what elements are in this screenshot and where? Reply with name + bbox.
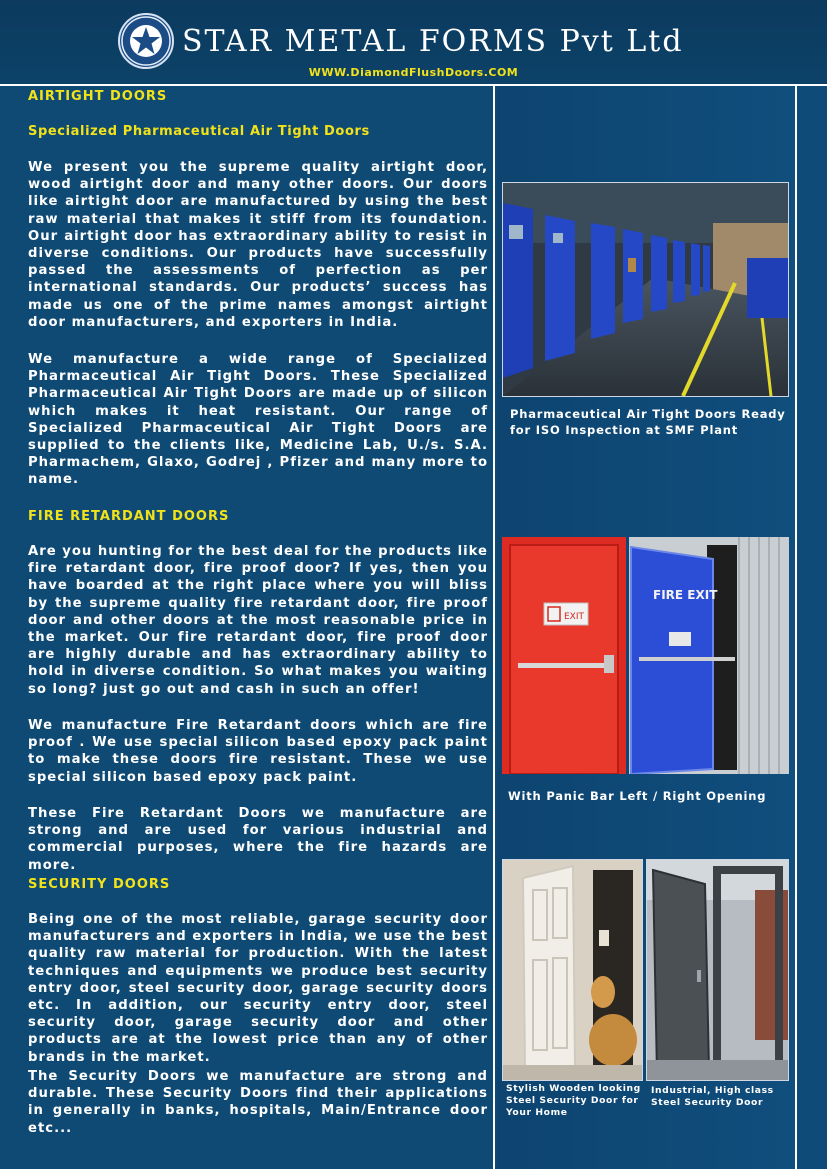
airtight-paragraph-2: We manufacture a wide range of Specialized Pharmaceutical Air Tight Doors. These Specialized Pharmaceutical Air Tight Doors are made up of silicon which makes it heat resistant. Our range of Specialized Pharmaceutical Air Tight Doors are supplied to the clients like, Medicine Lab, U./s. S.A. Pharmachem, Glaxo, Godrej , Pfizer and many more to name. — [28, 352, 488, 488]
fire-heading: FIRE RETARDANT DOORS — [28, 509, 230, 524]
wooden-door-caption: Stylish Wooden looking Steel Security Door for Your Home — [506, 1083, 641, 1118]
security-paragraph-1: Being one of the most reliable, garage security door manufacturers and exporters in India, we use the best quality raw material for production. With the latest techniques and equipments we produce best security entry door, steel security door, garage security doors etc. In addition, our security entry door, steel security door, garage security door and other products are at the lowest price than any of other brands in the market. — [28, 912, 488, 1065]
star-seal-icon — [118, 13, 174, 69]
wooden-security-door-photo — [502, 859, 643, 1081]
fire-caption: With Panic Bar Left / Right Opening — [508, 789, 767, 803]
airtight-heading: AIRTIGHT DOORS — [28, 89, 168, 104]
airtight-caption: Pharmaceutical Air Tight Doors Ready for ISO Inspection at SMF Plant — [510, 407, 786, 437]
right-margin — [797, 86, 827, 1169]
column-divider — [493, 86, 495, 1169]
steel-door-caption: Industrial, High class Steel Security Door — [651, 1085, 774, 1108]
security-paragraph-2: The Security Doors we manufacture are strong and durable. These Security Doors find their applications in generally in banks, hospitals, Main/Entrance door etc... — [28, 1069, 488, 1136]
airtight-doors-photo — [502, 182, 789, 397]
fire-paragraph-2: We manufacture Fire Retardant doors which are fire proof . We use special silicon based epoxy pack paint to make these doors fire resistant. These we use special silicon based epoxy pack paint. — [28, 718, 488, 785]
website-link[interactable]: WWW.DiamondFlushDoors.COM — [308, 66, 519, 79]
security-heading: SECURITY DOORS — [28, 877, 171, 892]
fire-exit-label: FIRE EXIT — [653, 588, 718, 602]
fire-paragraph-1: Are you hunting for the best deal for the products like fire retardant door, fire proof door? If yes, then you have boarded at the right place where you will bliss by the supreme quality fire retardant door, fire proof door and other doors at the most reasonable price in the market. Our fire retardant door, fire proof door are highly durable and has extraordinary ability to hold in diverse condition. So what makes you waiting so long? just go out and cash in such an offer! — [28, 544, 488, 697]
steel-security-door-photo — [646, 859, 789, 1081]
fire-exit-blue-photo — [629, 537, 789, 774]
exit-sign: EXIT — [564, 612, 585, 622]
company-name: STAR METAL FORMS Pvt Ltd — [182, 24, 684, 59]
fire-paragraph-3: These Fire Retardant Doors we manufacture are strong and are used for various industrial and commercial purposes, where the fire hazards are more. — [28, 806, 488, 873]
airtight-subheading: Specialized Pharmaceutical Air Tight Doors — [28, 124, 370, 139]
airtight-paragraph-1: We present you the supreme quality airtight door, wood airtight door and many other doors. Our doors like airtight door are manufactured by using the best raw material that makes it stiff from its foundation. Our airtight door has extraordinary ability to resist in diverse conditions. Our products have successfully passed the assessments of perfection as per international standards. Our products’ success has made us one of the prime names amongst airtight door manufacturers, and exporters in India. — [28, 160, 488, 330]
fire-door-red-photo — [502, 537, 626, 774]
margin-divider — [795, 86, 797, 1169]
page-header — [0, 0, 827, 86]
